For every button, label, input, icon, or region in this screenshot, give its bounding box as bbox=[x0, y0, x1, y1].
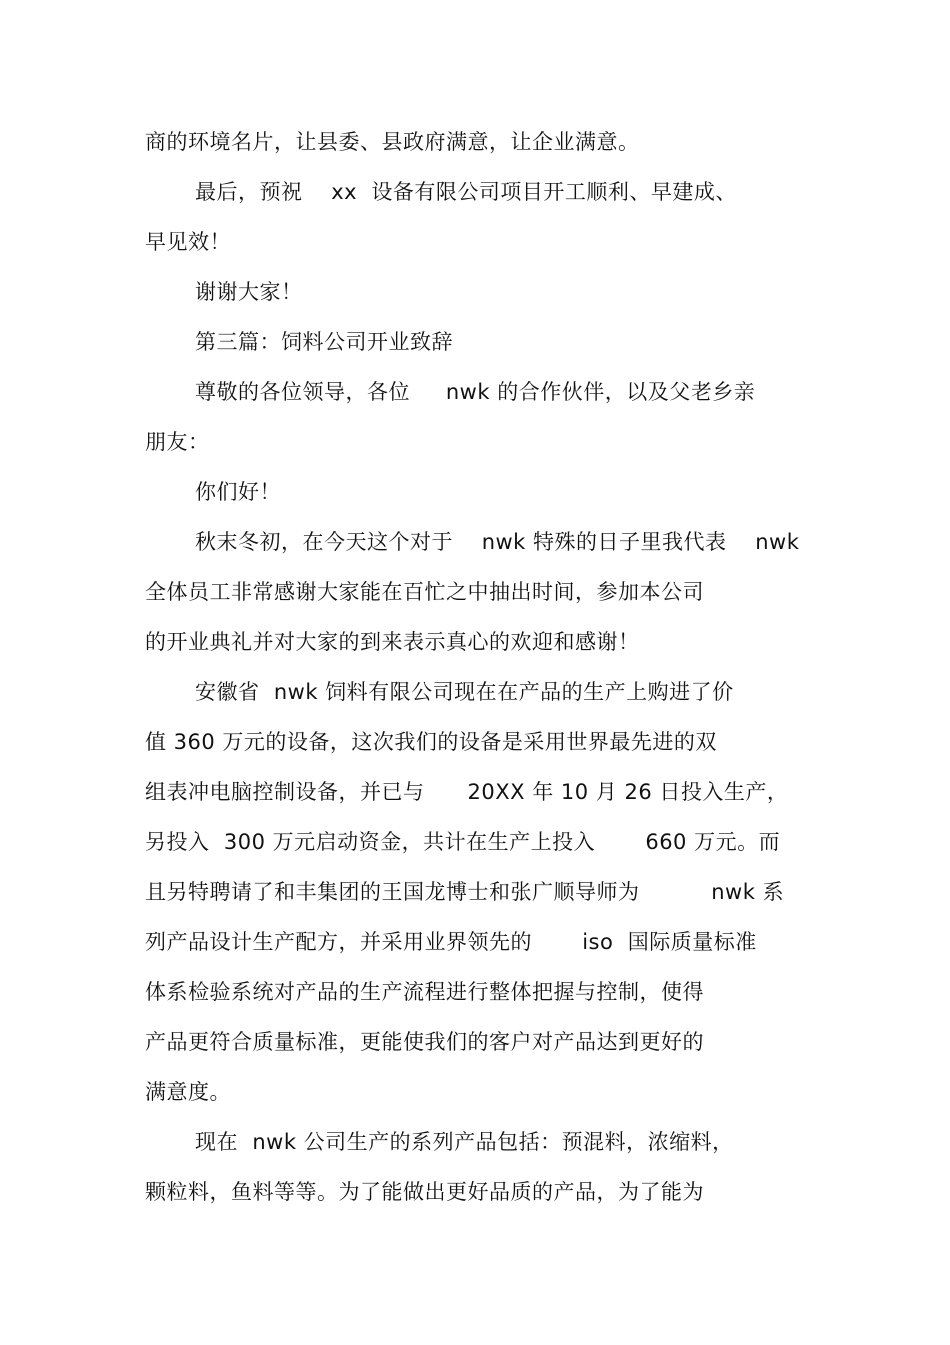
text-line: 你们好！ bbox=[195, 480, 281, 504]
text-line: 现在 nwk 公司生产的系列产品包括：预混料，浓缩料， bbox=[195, 1130, 734, 1154]
text-line: 全体员工非常感谢大家能在百忙之中抽出时间，参加本公司 bbox=[145, 580, 704, 604]
text-line: 秋末冬初，在今天这个对于 nwk 特殊的日子里我代表 nwk bbox=[195, 530, 800, 554]
text-line: 早见效！ bbox=[145, 230, 231, 254]
text-line: 安徽省 nwk 饲料有限公司现在在产品的生产上购进了价 bbox=[195, 680, 734, 704]
text-line: 的开业典礼并对大家的到来表示真心的欢迎和感谢！ bbox=[145, 630, 640, 654]
text-line: 值 360 万元的设备，这次我们的设备是采用世界最先进的双 bbox=[145, 730, 717, 754]
text-line: 另投入 300 万元启动资金，共计在生产上投入 660 万元。而 bbox=[145, 830, 781, 854]
text-line: 商的环境名片，让县委、县政府满意，让企业满意。 bbox=[145, 130, 640, 154]
text-line: 满意度。 bbox=[145, 1080, 231, 1104]
text-line: 颗粒料，鱼料等等。为了能做出更好品质的产品，为了能为 bbox=[145, 1180, 704, 1204]
text-line: 组表冲电脑控制设备，并已与 20XX 年 10 月 26 日投入生产， bbox=[145, 780, 789, 804]
text-line: 朋友： bbox=[145, 430, 210, 454]
text-line: 谢谢大家！ bbox=[195, 280, 303, 304]
text-line: 最后，预祝 xx 设备有限公司项目开工顺利、早建成、 bbox=[195, 180, 737, 204]
text-line: 产品更符合质量标准，更能使我们的客户对产品达到更好的 bbox=[145, 1030, 704, 1054]
text-line: 尊敬的各位领导，各位 nwk 的合作伙伴，以及父老乡亲 bbox=[195, 380, 756, 404]
text-line: 列产品设计生产配方，并采用业界领先的 iso 国际质量标准 bbox=[145, 930, 757, 954]
text-line: 体系检验系统对产品的生产流程进行整体把握与控制，使得 bbox=[145, 980, 704, 1004]
section-heading: 第三篇：饲料公司开业致辞 bbox=[195, 330, 453, 354]
text-line: 且另特聘请了和丰集团的王国龙博士和张广顺导师为 nwk 系 bbox=[145, 880, 785, 904]
